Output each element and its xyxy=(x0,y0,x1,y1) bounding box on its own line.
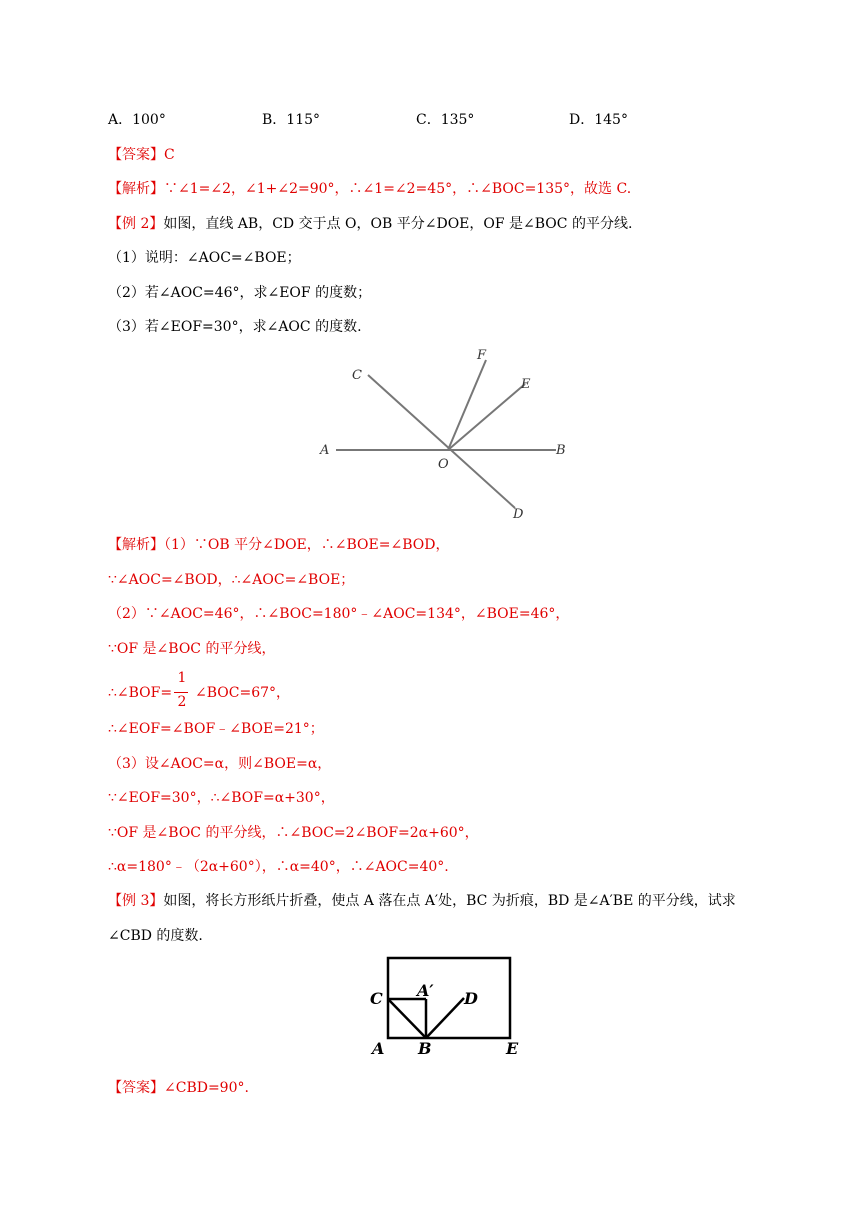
label-c: C xyxy=(352,368,362,383)
option-d: D．145° xyxy=(569,112,628,128)
solution-2-line-8: ∵∠EOF=30°，∴∠BOF=α+30°， xyxy=(108,790,335,806)
example-3-stem-1 xyxy=(108,891,736,911)
fraction-suffix: ∠BOC=67°， xyxy=(195,685,291,701)
solution-2-line-6: ∴∠EOF=∠BOF﹣∠BOE=21°； xyxy=(108,721,324,737)
label-o: O xyxy=(438,457,449,472)
answer-3-text: ∠CBD=90°. xyxy=(164,1080,249,1096)
label-d: D xyxy=(513,507,524,522)
answer-1: 【答案】C xyxy=(108,147,175,163)
label-d2: D xyxy=(464,989,478,1008)
solution-1 xyxy=(108,179,631,199)
example-tag: 【例 2】 xyxy=(108,216,164,232)
figure-intersecting-lines xyxy=(300,340,580,530)
fraction-prefix: ∴∠BOF= xyxy=(108,685,173,701)
example-2-question-2: （2）若∠AOC=46°，求∠EOF 的度数； xyxy=(108,285,372,301)
solution-2-line-10: ∴α=180°﹣（2α+60°），∴α=40°，∴∠AOC=40°. xyxy=(108,859,449,875)
solution-2-line-9: ∵OF 是∠BOC 的平分线，∴∠BOC=2∠BOF=2α+60°， xyxy=(108,825,479,841)
line-cd xyxy=(368,375,515,508)
label-b: B xyxy=(556,443,566,458)
solution-2-line-5 xyxy=(108,670,428,716)
example-3-stem-2: ∠CBD 的度数. xyxy=(108,928,203,944)
answer-3-tag: 【答案】 xyxy=(108,1080,164,1096)
solution-2-text-1: （1）∵OB 平分∠DOE，∴∠BOE=∠BOD， xyxy=(164,537,450,553)
example-2-question-1: （1）说明：∠AOC=∠BOE； xyxy=(108,250,301,266)
option-c: C．135° xyxy=(416,112,475,128)
solution-2-line-4: ∵OF 是∠BOC 的平分线， xyxy=(108,641,276,657)
label-f: F xyxy=(477,348,487,363)
ray-of xyxy=(448,360,486,450)
label-b2: B xyxy=(418,1039,432,1058)
label-c2: C xyxy=(370,989,383,1008)
answer-3 xyxy=(108,1078,249,1098)
example-2-question-3: （3）若∠EOF=30°，求∠AOC 的度数. xyxy=(108,319,362,335)
example-stem: 如图，直线 AB，CD 交于点 O，OB 平分∠DOE，OF 是∠BOC 的平分线. xyxy=(163,216,633,232)
option-a: A．100° xyxy=(108,112,166,128)
fraction-numerator: 1 xyxy=(177,670,187,686)
crease-bc xyxy=(388,999,426,1038)
solution-text: ∵∠1=∠2，∠1+∠2=90°，∴∠1=∠2=45°，∴∠BOC=135°，故选 C. xyxy=(164,181,632,197)
label-e2: E xyxy=(506,1039,519,1058)
solution-2-line-1 xyxy=(108,535,449,555)
label-a-prime: A′ xyxy=(417,981,434,1000)
ray-bd xyxy=(426,998,464,1038)
example-3-stem-text: 如图，将长方形纸片折叠，使点 A 落在点 A′处，BC 为折痕，BD 是∠A′BE 的平分线，试求 xyxy=(163,893,736,909)
label-a: A xyxy=(320,443,330,458)
solution-2-line-7: （3）设∠AOC=α，则∠BOE=α， xyxy=(108,756,332,772)
solution-2-line-2: ∵∠AOC=∠BOD，∴∠AOC=∠BOE； xyxy=(108,572,355,588)
solution-tag: 【解析】 xyxy=(108,181,164,197)
fraction-denominator: 2 xyxy=(177,694,187,710)
fraction-bar xyxy=(174,692,188,693)
figure-folded-rectangle xyxy=(360,950,540,1060)
ray-oe xyxy=(448,384,525,450)
solution-2-tag: 【解析】 xyxy=(108,537,164,553)
example-2-stem xyxy=(108,214,632,234)
solution-2-line-3: （2）∵∠AOC=46°，∴∠BOC=180°﹣∠AOC=134°，∠BOE=46°， xyxy=(108,606,570,622)
label-e: E xyxy=(521,377,531,392)
label-a2: A xyxy=(372,1039,385,1058)
example-3-tag: 【例 3】 xyxy=(108,893,164,909)
option-b: B．115° xyxy=(262,112,321,128)
